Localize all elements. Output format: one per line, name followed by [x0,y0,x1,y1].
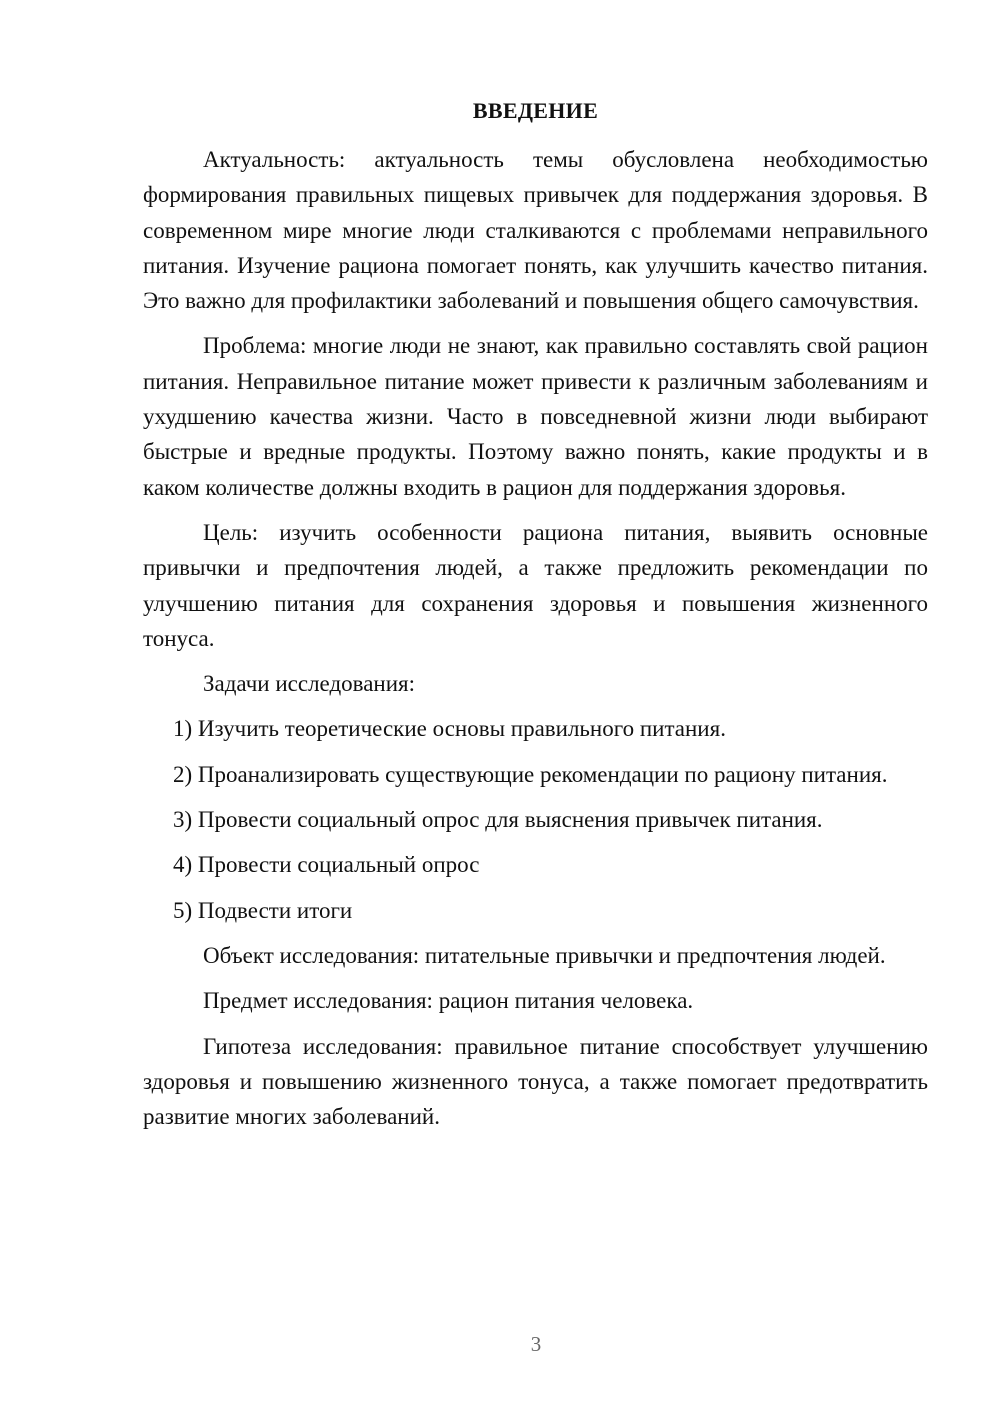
goal-paragraph: Цель: изучить особенности рациона питания, выявить основные привычки и предпочтения людей, а также предложить рекомендации по улучшению питания для сохранения здоровья и повышения жизненного тонуса. [143,519,928,651]
task-item: 5) Подвести итоги [173,897,353,923]
document-body [143,142,928,1144]
subject-paragraph: Предмет исследования: рацион питания человека. [203,988,694,1014]
task-item: 1) Изучить теоретические основы правильного питания. [173,716,726,742]
task-item: 2) Проанализировать существующие рекомендации по рациону питания. [173,761,888,787]
object-paragraph: Объект исследования: питательные привычки и предпочтения людей. [203,942,886,968]
page-number: 3 [530,1332,542,1356]
task-item: 3) Провести социальный опрос для выяснения привычек питания. [173,807,823,833]
relevance-paragraph: Актуальность: актуальность темы обусловлена необходимостью формирования правильных пищевых привычек для поддержания здоровья. В современном мире многие люди сталкиваются с проблемами неправильного питания. Изучение рациона помогает понять, как улучшить качество питания. Это важно для профилактики заболеваний и повышения общего самочувствия. [143,147,928,314]
problem-paragraph: Проблема: многие люди не знают, как правильно составлять свой рацион питания. Неправильное питание может привести к различным заболеваниям и ухудшению качества жизни. Часто в повседневной жизни люди выбирают быстрые и вредные продукты. Поэтому важно понять, какие продукты и в каком количестве должны входить в рацион для поддержания здоровья. [143,333,928,500]
hypothesis-paragraph: Гипотеза исследования: правильное питание способствует улучшению здоровья и повышению жизненного тонуса, а также помогает предотвратить развитие многих заболеваний. [143,1033,928,1130]
tasks-heading: Задачи исследования: [203,671,416,697]
section-title: ВВЕДЕНИЕ [472,98,599,123]
task-item: 4) Провести социальный опрос [173,852,480,878]
